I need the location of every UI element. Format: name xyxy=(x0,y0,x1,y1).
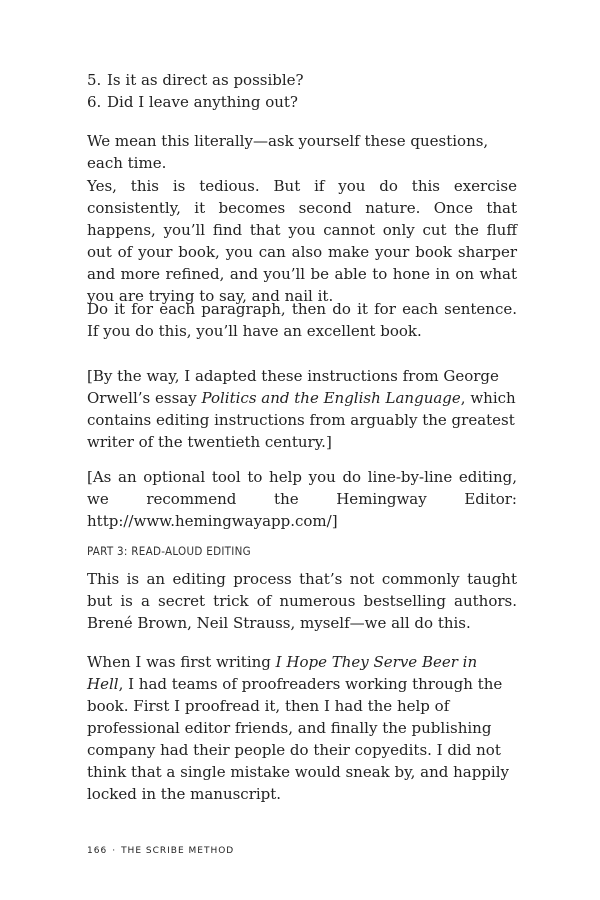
paragraph-tedious xyxy=(87,175,517,307)
paragraph-each xyxy=(87,298,517,342)
paragraph-text: Do it for each paragraph, then do it for each sentence. If you do this, you’ll have an excellent book. xyxy=(87,300,517,340)
paragraph-text-part: , which contains editing instructions from arguably the greatest writer of the twentieth century.] xyxy=(87,389,516,451)
paragraph-text-part: , I had teams of proofreaders working through the book. First I proofread it, then I had the help of professional editor friends, and finally the publishing company had their people do their copyedits. I did not think that a single mistake would sneak by, and happily locked in the manuscript. xyxy=(87,675,509,803)
paragraph-text xyxy=(87,365,517,453)
page-number: 166 xyxy=(87,846,108,856)
paragraph-text: [As an optional tool to help you do line-by-line editing, we recommend the Hemingway Editor: http://www.hemingwayapp.com/] xyxy=(87,468,517,530)
section-heading: PART 3: READ-ALOUD EDITING xyxy=(87,544,252,558)
paragraph-text-part: When I was first writing xyxy=(87,653,276,671)
list-item xyxy=(87,91,517,113)
paragraph-hemingway xyxy=(87,466,517,532)
book-title-italic: I Hope They Serve Beer in Hell xyxy=(87,653,478,693)
footer-separator: · xyxy=(112,846,117,856)
paragraph-text: This is an editing process that’s not commonly taught but is a secret trick of numerous bestselling authors. Brené Brown, Neil Strauss, myself—we all do this. xyxy=(87,570,517,632)
list-item-number: 6. xyxy=(87,93,102,111)
essay-title: Politics and the English Language xyxy=(201,389,461,407)
paragraph-hope xyxy=(87,651,517,805)
paragraph-orwell xyxy=(87,365,517,453)
page-footer xyxy=(87,846,234,856)
paragraph-text-part: [By the way, I adapted these instructions from George Orwell’s essay xyxy=(87,367,499,407)
list-item-number: 5. xyxy=(87,71,102,89)
paragraph-text: We mean this literally—ask yourself these questions, each time. xyxy=(87,132,489,172)
paragraph-text xyxy=(87,651,517,805)
running-book-title: THE SCRIBE METHOD xyxy=(121,846,235,856)
list-item-text: Did I leave anything out? xyxy=(107,93,298,111)
paragraph-literal xyxy=(87,130,517,174)
list-item-text: Is it as direct as possible? xyxy=(107,71,304,89)
paragraph-text: Yes, this is tedious. But if you do this exercise consistently, it becomes second nature. Once that happens, you’ll find that you cannot only cut the fluff out of your book, you can also make your book sharper and more refined, and you’ll be able to hone in on what you are trying to say, and nail it. xyxy=(87,177,517,305)
paragraph-readaloud xyxy=(87,568,517,634)
numbered-list xyxy=(87,69,517,113)
list-item xyxy=(87,69,517,91)
